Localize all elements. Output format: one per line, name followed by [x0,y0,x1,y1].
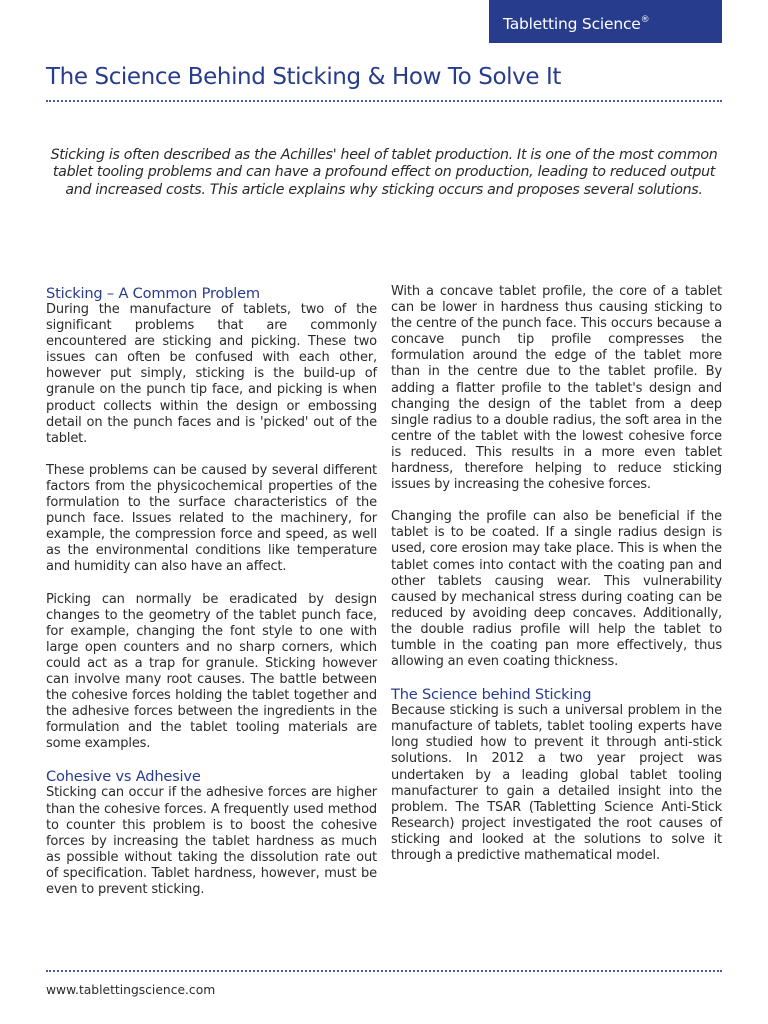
left-column [46,285,377,914]
paragraph: Because sticking is such a universal problem in the manufacture of tablets, tablet tooling experts have long studied how to prevent it through anti-stick solutions. In 2012 a two year project was undertaken by a leading global tablet tooling manufacturer to gain a detailed insight into the problem. The TSAR (Tabletting Science Anti-Stick Research) project investigated the root causes of sticking and looked at the solutions to solve it through a predictive mathematical model. [391,703,722,863]
section-heading-science: The Science behind Sticking [391,686,592,704]
brand-banner [489,0,722,43]
brand-name: Tabletting Science [503,15,641,33]
paragraph: Changing the profile can also be beneficial if the tablet is to be coated. If a single radius design is used, core erosion may take place. This is when the tablet comes into contact with the coating pan and other tablets causing wear. This vulnerability caused by mechanical stress during coating can be reduced by avoiding deep concaves. Additionally, the double radius profile will help the tablet to tumble in the coating pan more effectively, thus allowing an even coating thickness. [391,509,722,670]
paragraph: Picking can normally be eradicated by design changes to the geometry of the tablet punch face, for example, changing the font style to one with large open counters and no sharp corners, which could act as a trap for granule. Sticking however can involve many root causes. The battle between the cohesive forces holding the tablet together and the adhesive forces between the ingredients in the formulation and the tablet tooling materials are some examples. [46,591,377,752]
registered-mark: ® [640,15,650,25]
paragraph: With a concave tablet profile, the core of a tablet can be lower in hardness thus causing sticking to the centre of the punch face. This occurs because a concave punch tip profile compresses the formulation around the edge of the tablet more than in the centre due to the tablet profile. By adding a flatter profile to the tablet's design and changing the design of the tablet from a deep single radius to a double radius, the soft area in the centre of the tablet with the lowest cohesive force is reduced. This results in a more even tablet hardness, therefore helping to reduce sticking issues by increasing the cohesive forces. [391,284,722,493]
footer-divider [46,970,722,972]
right-column [391,284,722,880]
intro-paragraph: Sticking is often described as the Achilles' heel of tablet production. It is one of the most common tablet tooling problems and can have a profound effect on production, leading to reduced output and increased costs. This article explains why sticking occurs and proposes several solutions. [50,147,718,198]
paragraph: Sticking can occur if the adhesive forces are higher than the cohesive forces. A frequently used method to counter this problem is to boost the cohesive forces by increasing the tablet hardness as much as possible without taking the dissolution rate out of specification. Tablet hardness, however, must be even to prevent sticking. [46,785,377,897]
section-heading-cohesive-adhesive: Cohesive vs Adhesive [46,768,201,786]
paragraph: During the manufacture of tablets, two of the significant problems that are commonly encountered are sticking and picking. These two issues can often be confused with each other, however put simply, sticking is the build-up of granule on the punch tip face, and picking is when product collects within the design or embossing detail on the punch faces and is 'picked' out of the tablet. [46,302,377,446]
footer-website-link[interactable]: www.tablettingscience.com [46,983,216,997]
title-divider [46,100,722,102]
section-heading-common-problem: Sticking – A Common Problem [46,285,260,302]
page-title: The Science Behind Sticking & How To Solve It [46,64,561,90]
paragraph: These problems can be caused by several different factors from the physicochemical properties of the formulation to the surface characteristics of the punch face. Issues related to the machinery, for example, the compression force and speed, as well as the environmental conditions like temperature and humidity can also have an affect. [46,462,377,575]
